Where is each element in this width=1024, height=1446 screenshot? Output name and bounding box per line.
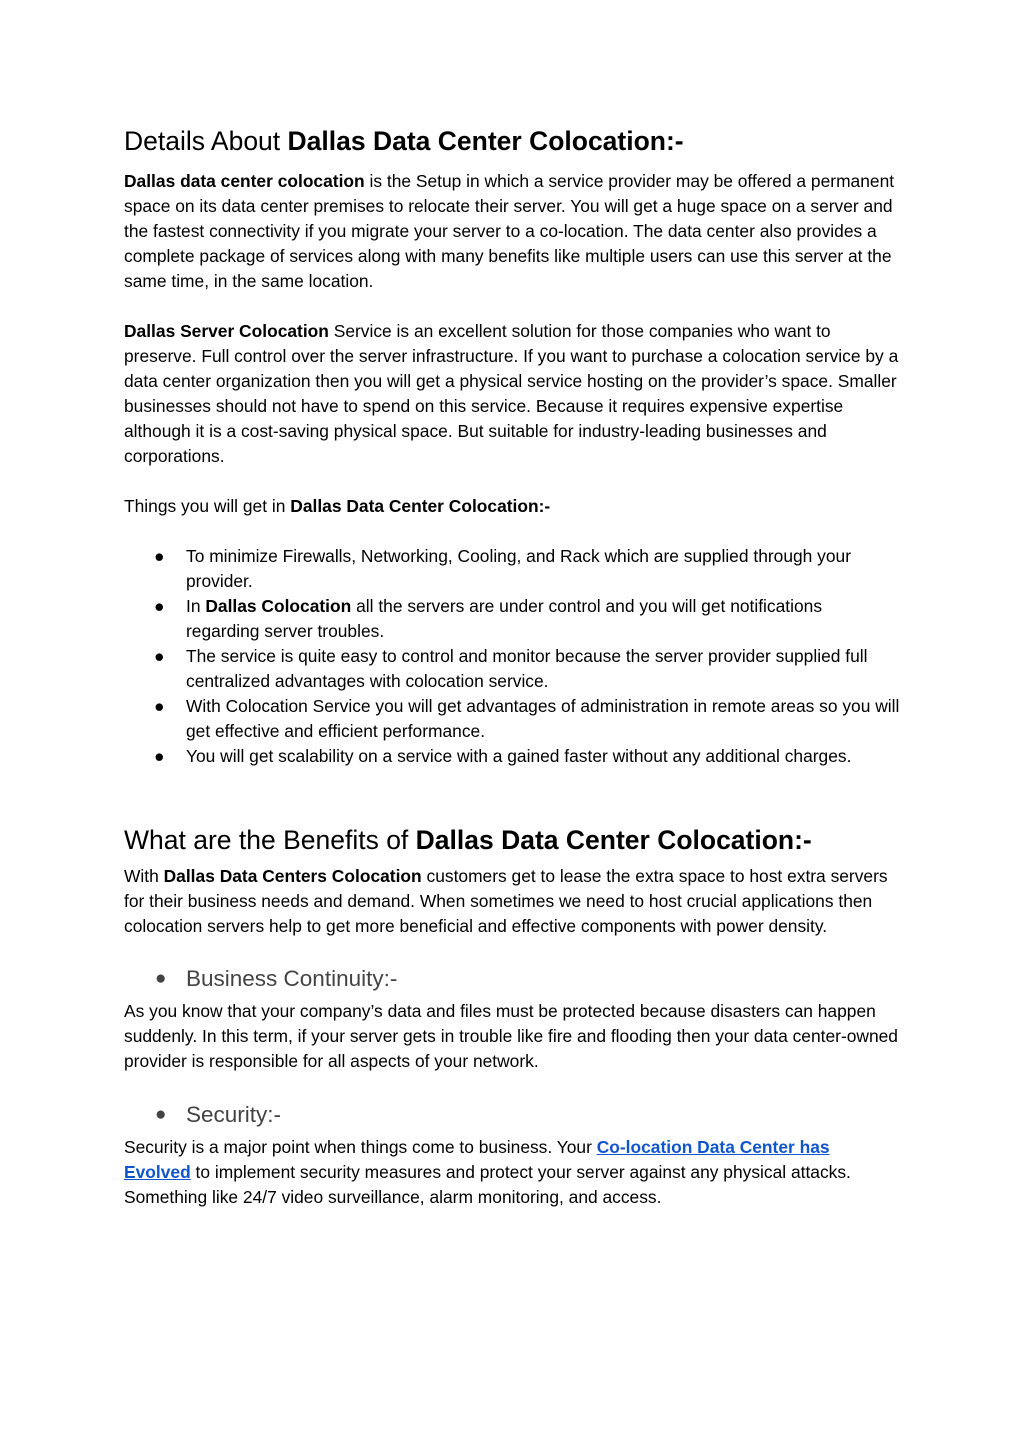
- list-item-text: With Colocation Service you will get advantages of administration in remote areas so you will get effective and efficient performance.: [186, 696, 900, 741]
- document-page: [124, 120, 900, 1210]
- section-heading-details: [124, 122, 900, 160]
- list-item-text: all the servers are under control and you will get notifications regarding server troubles.: [186, 596, 823, 641]
- list-item-text: You will get scalability on a service with a gained faster without any additional charges.: [186, 746, 852, 766]
- bullet-icon: ●: [154, 546, 165, 566]
- bold-phrase: Dallas Colocation: [205, 596, 352, 616]
- bullet-icon: ●: [154, 596, 165, 616]
- intro-paragraph: [124, 169, 900, 294]
- subheading-business-continuity: [124, 964, 900, 994]
- bullet-icon: ●: [154, 696, 165, 716]
- list-item: [124, 744, 900, 769]
- heading-text: Details About: [124, 126, 288, 156]
- business-continuity-paragraph: [124, 999, 900, 1074]
- things-you-get-paragraph: [124, 494, 900, 519]
- bullet-icon: ●: [155, 1104, 167, 1125]
- bullet-icon: ●: [154, 646, 165, 666]
- list-item-text: To minimize Firewalls, Networking, Cooling, and Rack which are supplied through your provider.: [186, 546, 852, 591]
- paragraph-text: As you know that your company’s data and files must be protected because disasters can happen suddenly. In this term, if your server gets in trouble like fire and flooding then your data center-owned provider is responsible for all aspects of your network.: [124, 1001, 898, 1071]
- paragraph-text: Things you will get in: [124, 496, 291, 516]
- bold-phrase: Dallas Data Centers Colocation: [163, 866, 422, 886]
- bold-phrase: Dallas Data Center Colocation:-: [290, 496, 551, 516]
- colocation-evolved-link[interactable]: Co-location Data Center has Evolved: [124, 1137, 830, 1182]
- bold-phrase: Dallas data center colocation: [124, 171, 365, 191]
- heading-bold-text: Dallas Data Center Colocation:-: [415, 825, 812, 855]
- heading-bold-text: Dallas Data Center Colocation:-: [287, 126, 684, 156]
- bullet-icon: ●: [155, 968, 167, 989]
- subheading-text: Security:-: [186, 1102, 282, 1127]
- features-list: [124, 544, 900, 769]
- paragraph-text: With: [124, 866, 164, 886]
- subheading-text: Business Continuity:-: [186, 966, 398, 991]
- paragraph-text: Service is an excellent solution for those companies who want to preserve. Full control over the server infrastructure. If you want to purchase a colocation service by a data center organization then you will get a physical service hosting on the provider’s space. Smaller businesses should not have to spend on this service. Because it requires expensive expertise although it is a cost-saving physical space. But suitable for industry-leading businesses and corporations.: [124, 321, 899, 466]
- bullet-icon: ●: [154, 746, 165, 766]
- list-item-text: In: [186, 596, 206, 616]
- subheading-security: [124, 1100, 900, 1130]
- benefits-intro-paragraph: [124, 864, 900, 939]
- list-item: [124, 694, 900, 744]
- paragraph-text: to implement security measures and protect your server against any physical attacks. Something like 24/7 video surveillance, alarm monitoring, and access.: [124, 1162, 851, 1207]
- server-colocation-paragraph: [124, 319, 900, 469]
- security-paragraph: [124, 1135, 900, 1210]
- paragraph-text: Security is a major point when things come to business. Your: [124, 1137, 597, 1157]
- paragraph-text: customers get to lease the extra space to host extra servers for their business needs and demand. When sometimes we need to host crucial applications then colocation servers help to get more beneficial and effective components with power density.: [124, 866, 888, 936]
- paragraph-text: is the Setup in which a service provider may be offered a permanent space on its data center premises to relocate their server. You will get a huge space on a server and the fastest connectivity if you migrate your server to a co-location. The data center also provides a complete package of services along with many benefits like multiple users can use this server at the same time, in the same location.: [124, 171, 895, 291]
- list-item-text: The service is quite easy to control and monitor because the server provider supplied full centralized advantages with colocation service.: [186, 646, 868, 691]
- list-item: [124, 544, 900, 594]
- list-item: [124, 594, 900, 644]
- list-item: [124, 644, 900, 694]
- section-heading-benefits: [124, 821, 900, 859]
- bold-phrase: Dallas Server Colocation: [124, 321, 329, 341]
- heading-text: What are the Benefits of: [124, 825, 416, 855]
